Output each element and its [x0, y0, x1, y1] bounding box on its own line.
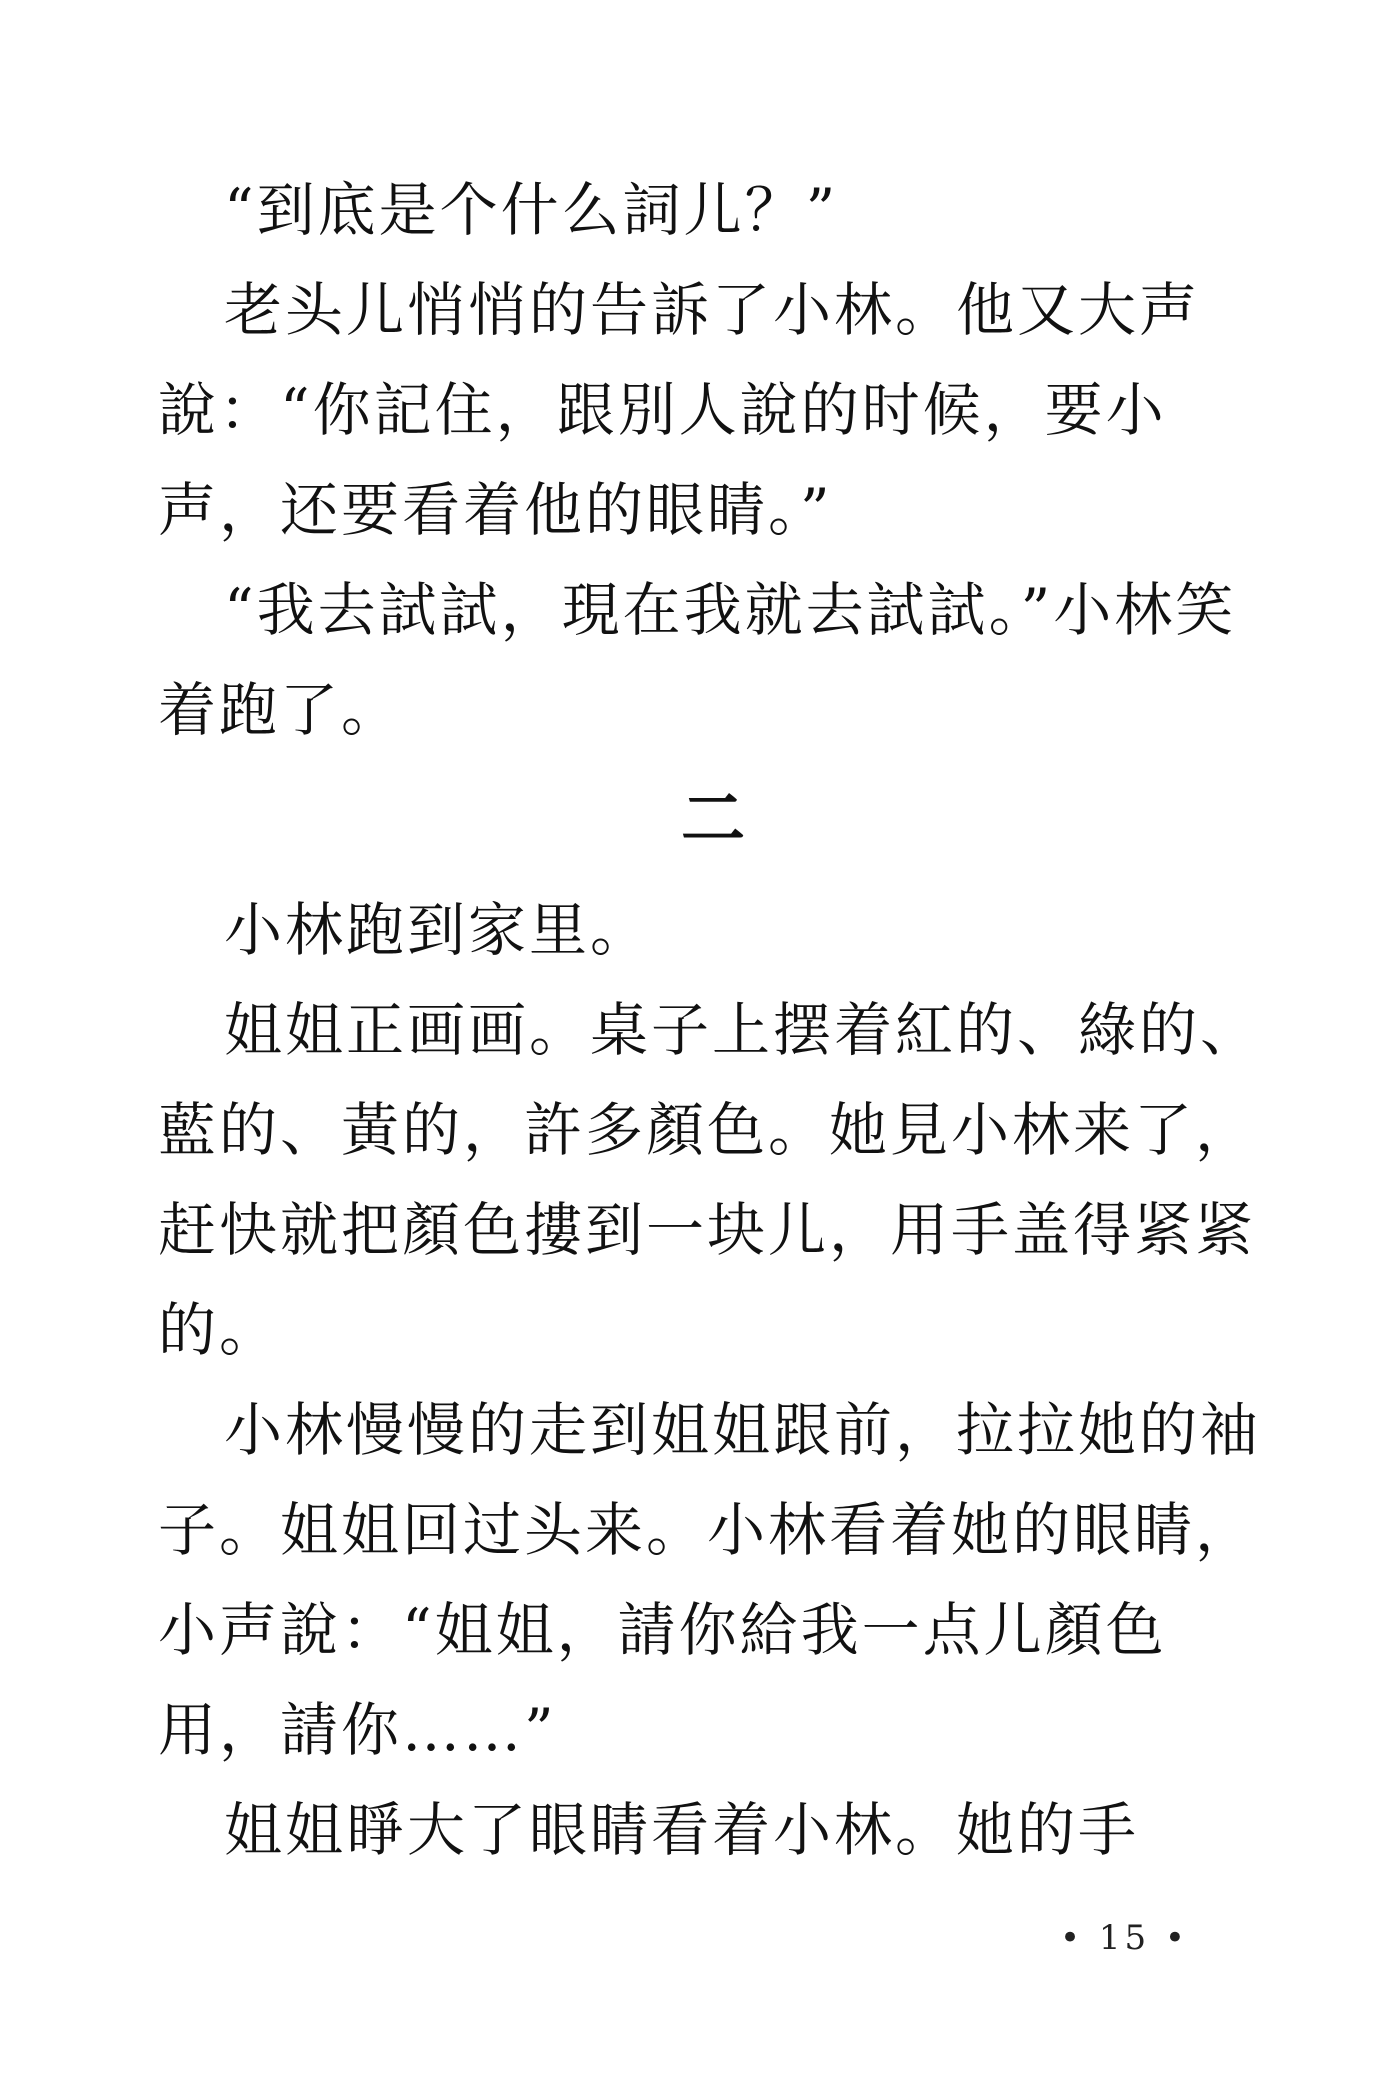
paragraph: 姐姐睜大了眼睛看着小林。她的手 [224, 1796, 1140, 1864]
page-number: • 15 • [1060, 1918, 1189, 1958]
paragraph: 老头儿悄悄的告訴了小林。他又大声說：“你記住，跟別人說的时候，要小声，还要看着他的眼睛。” [158, 276, 1201, 544]
paragraph: “到底是个什么詞儿？” [224, 176, 839, 244]
section-heading: 二 [681, 782, 745, 857]
body-text [158, 160, 1268, 1880]
paragraph: 小林跑到家里。 [224, 896, 652, 964]
paragraph: 小林慢慢的走到姐姐跟前，拉拉她的袖子。姐姐回过头来。小林看着她的眼睛，小声說：“姐姐，請你給我一点儿顏色用，請你……” [158, 1396, 1262, 1764]
paragraph: 姐姐正画画。桌子上摆着紅的、綠的、藍的、黃的，許多顏色。她見小林来了，赶快就把顏色摟到一块儿，用手盖得紧紧的。 [158, 996, 1262, 1364]
paragraph: “我去試試，現在我就去試試。”小林笑着跑了。 [158, 576, 1237, 744]
